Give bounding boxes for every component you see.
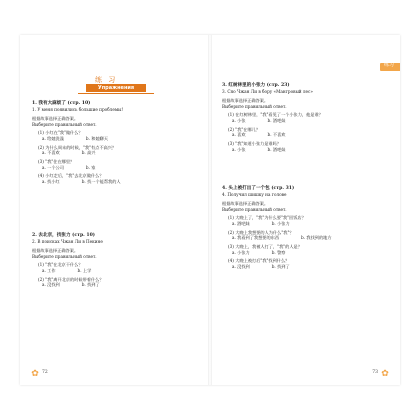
question: (1) 大晚上了，"我"为什么要"我"回饭店？ bbox=[228, 215, 306, 221]
question: (1) 小红在"我"做什么？ bbox=[38, 130, 83, 136]
section-2-heading-ru: 2. В поисках Чжан Ли в Пекине bbox=[32, 239, 103, 245]
right-page bbox=[210, 35, 400, 385]
option-a[interactable]: a. 小张力 bbox=[232, 249, 250, 255]
option-b[interactable]: b. 我找到的地方 bbox=[301, 235, 332, 241]
question: (2) "我"在哪儿？ bbox=[228, 126, 261, 132]
option-b[interactable]: b. 不喜欢 bbox=[267, 132, 286, 138]
option-a[interactable]: a. 酒吧妹 bbox=[232, 220, 250, 226]
page-number-left: 72 bbox=[42, 370, 48, 375]
flower-ornament-icon: ✿ bbox=[31, 369, 39, 379]
section-1-heading-ru: 1. У меня появились большие проблемы! bbox=[32, 107, 124, 113]
exercise-title-cn: 练 习 bbox=[95, 76, 118, 84]
page-number-right: 73 bbox=[372, 370, 378, 375]
left-page bbox=[20, 35, 210, 385]
question: (2) 为什么周末的时候，"我"有点不高兴？ bbox=[38, 144, 117, 150]
section-1 bbox=[32, 101, 202, 185]
option-b[interactable]: b. 家 bbox=[85, 164, 96, 170]
section-1-instr-ru: Выберите правильный ответ. bbox=[32, 121, 97, 127]
answer-options bbox=[42, 282, 202, 288]
question: (3) 大晚上，我被人打了，"我"的人是？ bbox=[228, 243, 302, 249]
question: (2) 大晚上我想要的人为什么"我"？ bbox=[228, 229, 294, 235]
section-3-instr-ru: Выберите правильный ответ. bbox=[222, 103, 287, 109]
exercise-title-banner: Упражнения bbox=[86, 84, 146, 92]
question: (4) 大晚上被打后"我"找到什么？ bbox=[228, 258, 290, 264]
answer-options bbox=[232, 147, 387, 153]
section-4-heading-cn: 4. 头上被打出了一个包 (стр. 31) bbox=[222, 186, 295, 191]
section-2-instr-cn: 根据故事选择正确答案。 bbox=[32, 247, 79, 253]
option-a[interactable]: a. 找小红 bbox=[42, 178, 60, 184]
section-4-instr-cn: 根据故事选择正确答案。 bbox=[222, 200, 269, 206]
section-3-instr-cn: 根据故事选择正确答案。 bbox=[222, 97, 269, 103]
option-b[interactable]: b. 高兴 bbox=[81, 150, 96, 156]
section-1-instr-cn: 根据故事选择正确答案。 bbox=[32, 115, 79, 121]
option-a[interactable]: a. 没找到 bbox=[232, 263, 250, 269]
question: (1) 在红树林里，"我"看见了一个小张力，他是谁？ bbox=[228, 112, 323, 118]
option-b[interactable]: b. 酒吧妹 bbox=[267, 117, 286, 123]
question: (1) "我"在北京干什么？ bbox=[38, 262, 83, 268]
option-a[interactable]: a. 给她洗澡 bbox=[42, 135, 64, 141]
answer-options bbox=[42, 179, 202, 185]
option-a[interactable]: a. 小张 bbox=[232, 117, 246, 123]
option-b[interactable]: b. 找到了 bbox=[271, 263, 290, 269]
flower-ornament-icon: ✿ bbox=[381, 369, 389, 379]
answer-options bbox=[232, 264, 387, 270]
section-4-heading-ru: 4. Получил шишку на голове bbox=[222, 192, 287, 198]
question: (2) "我"离开北京的时候带着什么？ bbox=[38, 276, 104, 282]
option-b[interactable]: b. 和她聊天 bbox=[85, 135, 109, 141]
section-4 bbox=[222, 186, 387, 270]
title-rule bbox=[78, 93, 154, 94]
question: (4) 小红走后，"我"去北京做什么？ bbox=[38, 173, 104, 179]
option-a[interactable]: a. 喜欢 bbox=[232, 132, 246, 138]
option-b[interactable]: b. 找一个能帮我的人 bbox=[81, 178, 121, 184]
book-spread bbox=[20, 35, 400, 385]
section-2 bbox=[32, 233, 202, 288]
option-a[interactable]: a. 我看到了我想要的东西 bbox=[232, 235, 280, 241]
header-tab-label: 练习 bbox=[384, 62, 395, 68]
option-a[interactable]: a. 一个公司 bbox=[42, 164, 64, 170]
option-b[interactable]: b. 上学 bbox=[77, 267, 92, 273]
option-b[interactable]: b. 小张力 bbox=[271, 220, 290, 226]
option-a[interactable]: a. 不喜欢 bbox=[42, 150, 60, 156]
section-2-instr-ru: Выберите правильный ответ. bbox=[32, 253, 97, 259]
section-3-heading-cn: 3. 红树林里的小张力 (стр. 23) bbox=[222, 83, 290, 88]
option-a[interactable]: a. 工作 bbox=[42, 267, 56, 273]
option-a[interactable]: a. 小张 bbox=[232, 146, 246, 152]
section-3-heading-ru: 3. Сяо Чжан Ли в бору «Мангровый лес» bbox=[222, 89, 313, 95]
option-b[interactable]: b. 找到了 bbox=[81, 282, 100, 288]
question: (3) "我"住在哪里？ bbox=[38, 158, 75, 164]
section-2-heading-cn: 2. 去北京，找张力 (стр. 10) bbox=[32, 233, 95, 238]
section-1-heading-cn: 1. 我有大麻烦了 (стр. 10) bbox=[32, 101, 91, 106]
option-a[interactable]: a. 没找到 bbox=[42, 282, 60, 288]
section-3 bbox=[222, 83, 387, 152]
option-b[interactable]: b. 警察 bbox=[271, 249, 286, 255]
section-4-instr-ru: Выберите правильный ответ. bbox=[222, 206, 287, 212]
question: (3) "我"知道小张力是谁吗？ bbox=[228, 140, 281, 146]
option-b[interactable]: b. 酒吧妹 bbox=[267, 146, 286, 152]
